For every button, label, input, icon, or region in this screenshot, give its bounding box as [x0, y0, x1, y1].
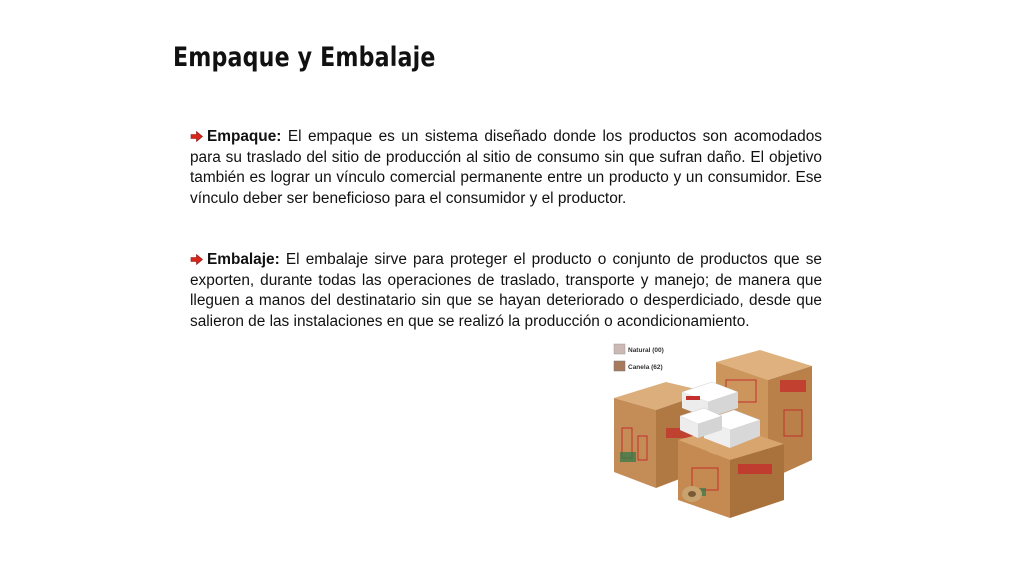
term-empaque: Empaque:: [207, 128, 282, 145]
tape-roll-icon: [682, 486, 702, 502]
arrow-bullet-icon: [190, 131, 203, 142]
swatch-natural: [614, 344, 625, 354]
swatch-canela-label: Canela (62): [628, 364, 663, 371]
slide-title: Empaque y Embalaje: [173, 42, 436, 73]
paragraph-embalaje: [190, 250, 822, 332]
definition-empaque: El empaque es un sistema diseñado donde los productos son acomodados para su traslado del sitio de producción al sitio de consumo sin que sufran daño. El objetivo también es lograr un vínculo comercial permanente entre un producto y un consumidor. Ese vínculo deber ser beneficioso para el consumidor y el productor.: [190, 128, 822, 207]
term-embalaje: Embalaje:: [207, 251, 280, 268]
arrow-bullet-icon: [190, 254, 203, 265]
swatch-natural-label: Natural (00): [628, 347, 664, 354]
paragraph-empaque: [190, 127, 822, 209]
definition-embalaje: El embalaje sirve para proteger el producto o conjunto de productos que se exporten, durante todas las operaciones de traslado, transporte y manejo; de manera que lleguen a manos del destinatario sin que se hayan deteriorado o desperdiciado, desde que salieron de las instalaciones en que se realizó la producción o acondicionamiento.: [190, 251, 822, 330]
swatch-canela: [614, 361, 625, 371]
cardboard-boxes-photo: [608, 340, 820, 522]
